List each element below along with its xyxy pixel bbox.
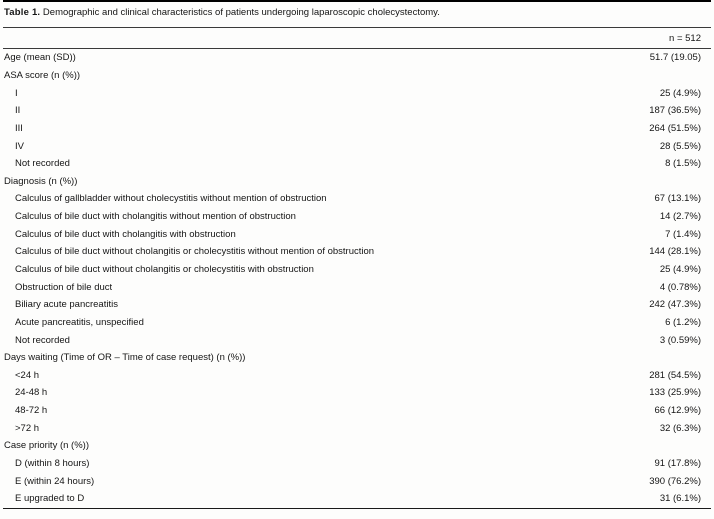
- table-row: [3, 349, 711, 367]
- row-value: 133 (25.9%): [649, 387, 701, 399]
- table-row: [3, 314, 711, 332]
- table-header-row: [3, 28, 711, 48]
- table-row: [3, 472, 711, 490]
- row-label: Calculus of bile duct with cholangitis without mention of obstruction: [15, 211, 296, 223]
- row-label: E upgraded to D: [15, 493, 85, 505]
- row-label: ASA score (n (%)): [4, 69, 81, 81]
- row-label: Calculus of bile duct with cholangitis with obstruction: [15, 228, 236, 240]
- table-row: [3, 49, 711, 67]
- table-row: [3, 208, 711, 226]
- row-value: 4 (0.78%): [659, 281, 701, 293]
- row-value: 6 (1.2%): [665, 316, 701, 328]
- table-bottom-rule: [3, 508, 711, 509]
- row-label: Age (mean (SD)): [4, 52, 76, 64]
- row-value: 32 (6.3%): [659, 422, 701, 434]
- row-value: 31 (6.1%): [659, 493, 701, 505]
- row-value: 14 (2.7%): [659, 211, 701, 223]
- row-label: Calculus of gallbladder without cholecystitis without mention of obstruction: [15, 193, 327, 205]
- row-label: Calculus of bile duct without cholangitis or cholecystitis without mention of obstruction: [15, 246, 375, 258]
- row-value: 28 (5.5%): [659, 140, 701, 152]
- table-body: [3, 49, 711, 508]
- row-value: 7 (1.4%): [665, 228, 701, 240]
- table-row: [3, 455, 711, 473]
- row-label: Acute pancreatitis, unspecified: [15, 316, 144, 328]
- row-label: Calculus of bile duct without cholangitis or cholecystitis with obstruction: [15, 264, 314, 275]
- table-row: [3, 296, 711, 314]
- row-label: >72 h: [15, 422, 40, 434]
- row-value: 242 (47.3%): [649, 299, 701, 311]
- row-value: 390 (76.2%): [649, 475, 701, 487]
- row-value: 25 (4.9%): [659, 264, 701, 275]
- table-row: [3, 437, 711, 455]
- table-caption: [3, 2, 711, 27]
- table-row: [3, 120, 711, 138]
- table-row: [3, 490, 711, 508]
- row-label: III: [15, 122, 23, 134]
- table-row: [3, 402, 711, 420]
- row-value: 144 (28.1%): [649, 246, 701, 258]
- table-row: [3, 278, 711, 296]
- table-row: [3, 331, 711, 349]
- table-row: [3, 190, 711, 208]
- table-caption-label: Table 1.: [4, 7, 41, 18]
- row-label: 24-48 h: [15, 387, 48, 399]
- row-value: 187 (36.5%): [649, 105, 701, 117]
- row-value: 264 (51.5%): [649, 122, 701, 134]
- row-value: 3 (0.59%): [659, 334, 701, 346]
- table-row: [3, 225, 711, 243]
- row-label: IV: [15, 140, 24, 152]
- column-header-n: n = 512: [669, 32, 701, 44]
- row-value: 91 (17.8%): [654, 458, 701, 470]
- row-label: I: [15, 87, 18, 99]
- table-row: [3, 384, 711, 402]
- row-label: Not recorded: [15, 158, 70, 170]
- table-row: [3, 84, 711, 102]
- row-label: Biliary acute pancreatitis: [15, 299, 118, 311]
- row-label: Obstruction of bile duct: [15, 281, 113, 293]
- table-row: [3, 172, 711, 190]
- row-label: Days waiting (Time of OR – Time of case request) (n (%)): [4, 352, 246, 364]
- table-row: [3, 367, 711, 385]
- table-caption-text: Demographic and clinical characteristics of patients undergoing laparoscopic cholecystectomy.: [42, 7, 440, 18]
- row-label: D (within 8 hours): [15, 458, 90, 470]
- table-row: [3, 419, 711, 437]
- row-value: 25 (4.9%): [659, 87, 701, 99]
- row-value: 281 (54.5%): [649, 369, 701, 381]
- table-row: [3, 137, 711, 155]
- row-value: 8 (1.5%): [665, 158, 701, 170]
- row-label: II: [15, 105, 21, 117]
- row-value: 66 (12.9%): [654, 405, 701, 417]
- row-label: <24 h: [15, 369, 40, 381]
- table-row: [3, 67, 711, 85]
- row-label: Not recorded: [15, 334, 70, 346]
- table-row: [3, 261, 711, 279]
- row-value: 51.7 (19.05): [649, 52, 701, 64]
- row-label: E (within 24 hours): [15, 475, 95, 487]
- row-value: 67 (13.1%): [654, 193, 701, 205]
- row-label: 48-72 h: [15, 405, 48, 417]
- table-row: [3, 243, 711, 261]
- row-label: Case priority (n (%)): [4, 440, 89, 452]
- row-label: Diagnosis (n (%)): [4, 175, 78, 187]
- table-row: [3, 155, 711, 173]
- table-row: [3, 102, 711, 120]
